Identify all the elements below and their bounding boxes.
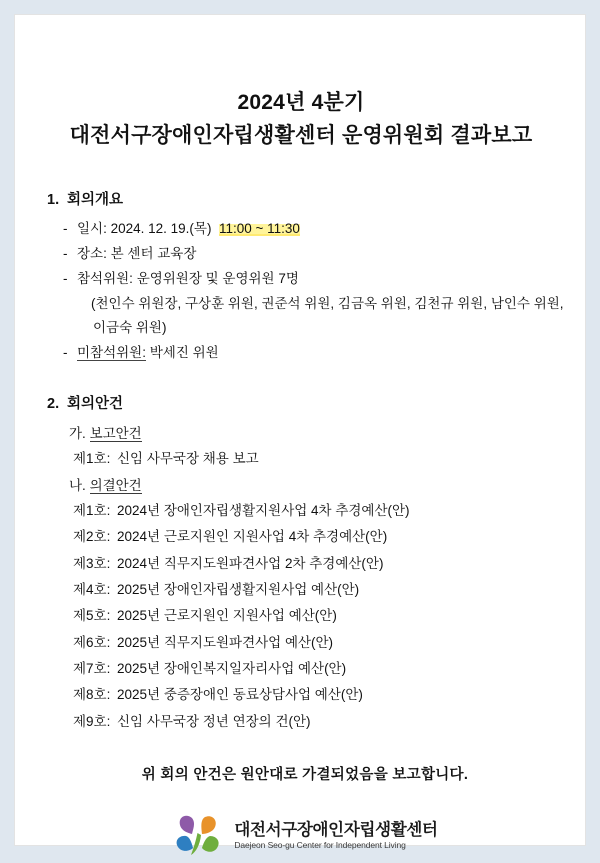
agenda-number: 제8호:: [73, 687, 111, 703]
closing-statement: 위 회의 안건은 원안대로 가결되었음을 보고합니다.: [141, 766, 469, 783]
resolution-agenda-item: [47, 682, 563, 708]
logo-name-en: Daejeon Seo-gu Center for Independent Living: [234, 840, 406, 851]
resolution-agenda-marker: 나.: [69, 477, 86, 493]
document-title: [15, 87, 587, 152]
meeting-place-label: 장소:: [77, 246, 107, 262]
resolution-agenda-item: [47, 603, 563, 629]
resolution-agenda-heading: [47, 473, 563, 499]
section-2-number: 2.: [47, 395, 60, 412]
absentee-label: 미참석위원:: [77, 344, 146, 360]
agenda-text: 2025년 장애인자립생활지원사업 예산(안): [117, 582, 360, 598]
report-agenda-heading: [47, 421, 563, 447]
section-1-number: 1.: [47, 192, 60, 209]
dash-marker: -: [63, 221, 68, 237]
agenda-number: 제6호:: [73, 634, 111, 650]
agenda-number: 제1호:: [73, 451, 111, 467]
absentee-value: 박세진 위원: [149, 344, 219, 360]
title-line-2: 대전서구장애인자립생활센터 운영위원회 결과보고: [69, 123, 533, 147]
document-body: [15, 15, 587, 851]
agenda-number: 제5호:: [73, 608, 111, 624]
absentee-line: [47, 341, 563, 366]
meeting-place-value: 본 센터 교육장: [110, 246, 197, 262]
resolution-agenda-item: [47, 577, 563, 603]
agenda-number: 제3호:: [73, 555, 111, 571]
agenda-number: 제9호:: [73, 713, 111, 729]
attendees-label: 참석위원:: [77, 271, 133, 287]
section-2-heading: [47, 392, 563, 413]
resolution-agenda-item: [47, 498, 563, 524]
clover-logo-icon: [172, 814, 224, 858]
resolution-agenda-item: [47, 709, 563, 735]
attendees-names-line-1: (천인수 위원장, 구상훈 위원, 권준석 위원, 김금옥 위원, 김천규 위원, 남인수 위원,: [91, 296, 564, 311]
resolution-agenda-title: 의결안건: [89, 477, 142, 493]
resolution-agenda-item: [47, 656, 563, 682]
agenda-text: 2024년 직무지도원파견사업 2차 추경예산(안): [117, 555, 384, 571]
agenda-text: 2024년 장애인자립생활지원사업 4차 추경예산(안): [117, 503, 410, 519]
attendees-line: [47, 267, 563, 292]
agenda-number: 제4호:: [73, 582, 111, 598]
resolution-agenda-item: [47, 551, 563, 577]
title-line-1: 2024년 4분기: [237, 91, 365, 114]
report-agenda-marker: 가.: [69, 425, 86, 441]
agenda-text: 2024년 근로지원인 지원사업 4차 추경예산(안): [117, 529, 388, 545]
meeting-place-line: [47, 242, 563, 267]
agenda-text: 2025년 직무지도원파견사업 예산(안): [117, 634, 334, 650]
section-2-title: 회의안건: [67, 395, 124, 412]
logo-text: [234, 821, 437, 850]
dash-marker: -: [63, 344, 68, 360]
meeting-datetime-line: [47, 217, 563, 242]
agenda-number: 제1호:: [73, 503, 111, 519]
agenda-number: 제2호:: [73, 529, 111, 545]
report-agenda-item: [47, 446, 563, 472]
resolution-agenda-item: [47, 630, 563, 656]
document-page: [14, 14, 586, 851]
agenda-text: 2025년 근로지원인 지원사업 예산(안): [117, 608, 337, 624]
resolution-agenda-item: [47, 524, 563, 550]
agenda-text: 신임 사무국장 채용 보고: [117, 451, 259, 467]
section-1-title: 회의개요: [67, 192, 124, 209]
logo-name-ko: 대전서구장애인자립생활센터: [234, 821, 438, 840]
dash-marker: -: [63, 271, 68, 287]
attendees-value: 운영위원장 및 운영위원 7명: [136, 271, 299, 287]
dash-marker: -: [63, 246, 68, 262]
agenda-text: 신임 사무국장 정년 연장의 건(안): [117, 713, 311, 729]
section-1-heading: [47, 188, 563, 209]
organization-logo: [47, 814, 563, 858]
meeting-datetime-label: 일시:: [77, 221, 107, 237]
attendees-names-line-2: 이금숙 위원): [93, 320, 167, 336]
report-agenda-title: 보고안건: [89, 425, 142, 441]
agenda-text: 2025년 장애인복지일자리사업 예산(안): [117, 661, 347, 677]
agenda-text: 2025년 중증장애인 동료상담사업 예산(안): [117, 687, 363, 703]
meeting-date-value: 2024. 12. 19.(목): [110, 221, 212, 237]
meeting-time-value: 11:00 ~ 11:30: [218, 221, 300, 237]
document-content: [15, 188, 587, 858]
agenda-number: 제7호:: [73, 661, 111, 677]
